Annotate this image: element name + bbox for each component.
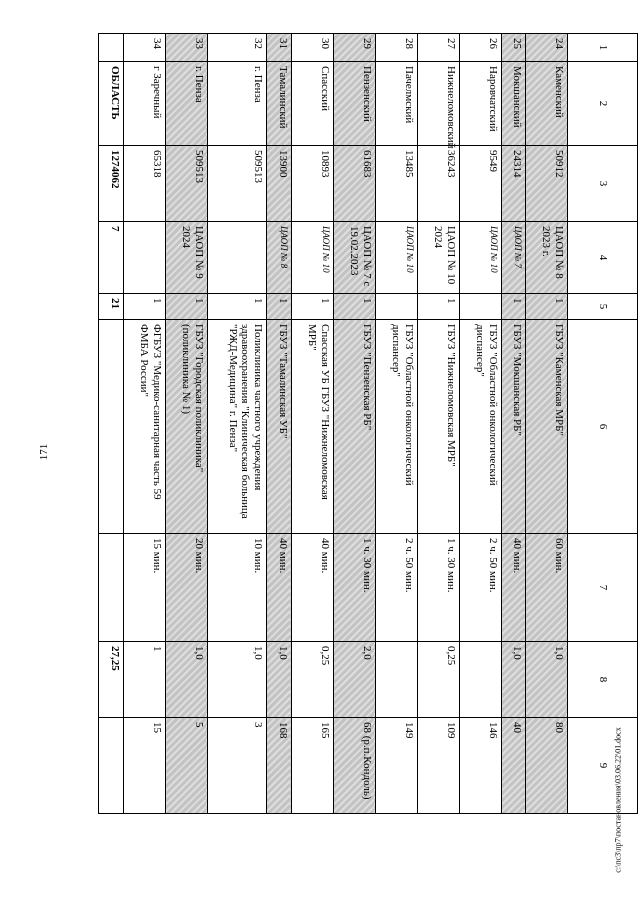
cell-row-number: 29 <box>333 34 375 62</box>
cell-organization: ГБУЗ "Пензенская РБ" <box>333 320 375 534</box>
cell-travel-time: 40 мин. <box>267 534 291 642</box>
cell-district: Тамалинский <box>267 62 291 146</box>
cell-col9: 165 <box>291 718 333 814</box>
cell-population: 65318 <box>123 146 165 222</box>
cell-col8: 0,25 <box>417 642 459 718</box>
column-number: 9 <box>568 718 638 814</box>
table-row <box>165 34 207 814</box>
cell-col8: 1,0 <box>165 642 207 718</box>
table-row <box>267 34 291 814</box>
cell-caop: ЦАОП № 7 с 19.02.2023 <box>333 222 375 294</box>
cell-col5 <box>375 294 417 320</box>
total-col8: 27,25 <box>99 642 124 718</box>
table-row <box>291 34 333 814</box>
cell-col5: 1 <box>207 294 267 320</box>
cell-travel-time: 10 мин. <box>207 534 267 642</box>
table-row <box>417 34 459 814</box>
cell-col8: 1,0 <box>526 642 568 718</box>
cell-col9: 146 <box>459 718 501 814</box>
cell-col9: 80 <box>526 718 568 814</box>
column-number: 4 <box>568 222 638 294</box>
cell-travel-time: 20 мин. <box>165 534 207 642</box>
cell-col5 <box>459 294 501 320</box>
total-col5: 21 <box>99 294 124 320</box>
cell-district: Пачелмский <box>375 62 417 146</box>
cell-population: 61683 <box>333 146 375 222</box>
table-row <box>375 34 417 814</box>
cell-col8: 2,0 <box>333 642 375 718</box>
cell-travel-time: 15 мин. <box>123 534 165 642</box>
cell-travel-time: 1 ч. 30 мин. <box>333 534 375 642</box>
table-row <box>526 34 568 814</box>
cell-col9: 68 (р.п.Кондоль) <box>333 718 375 814</box>
cell-organization: Поликлиника частного учреждения здравоохранения "Клиническая больница "РЖД-Медицина" г. Пенза" <box>207 320 267 534</box>
cell-row-number: 32 <box>207 34 267 62</box>
cell-district: г. Пенза <box>165 62 207 146</box>
column-number: 8 <box>568 642 638 718</box>
cell-col8: 1 <box>123 642 165 718</box>
cell-population: 24314 <box>501 146 525 222</box>
cell-row-number: 26 <box>459 34 501 62</box>
cell-organization: ГБУЗ "Тамалинская УБ" <box>267 320 291 534</box>
total-caop: 7 <box>99 222 124 294</box>
cell-population: 36243 <box>417 146 459 222</box>
cell-col5: 1 <box>417 294 459 320</box>
cell-empty <box>99 534 124 642</box>
cell-col5: 1 <box>165 294 207 320</box>
cell-row-number: 30 <box>291 34 333 62</box>
cell-row-number: 24 <box>526 34 568 62</box>
cell-col9: 3 <box>207 718 267 814</box>
cell-population: 9549 <box>459 146 501 222</box>
cell-district: г Заречный <box>123 62 165 146</box>
cell-col8 <box>375 642 417 718</box>
cell-col8: 1,0 <box>207 642 267 718</box>
cell-organization: ГБУЗ "Каменская МРБ" <box>526 320 568 534</box>
cell-organization: Спасская УБ ГБУЗ "Нижнеломовская МРБ" <box>291 320 333 534</box>
cell-row-number: 28 <box>375 34 417 62</box>
cell-col9: 168 <box>267 718 291 814</box>
cell-col5: 1 <box>291 294 333 320</box>
cell-row-number: 27 <box>417 34 459 62</box>
cell-district: Спасский <box>291 62 333 146</box>
cell-organization: ФГБУЗ "Медико-санитарная часть 59 ФМБА России" <box>123 320 165 534</box>
cell-caop: ЦАОП № 8 <box>267 222 291 294</box>
column-number: 5 <box>568 294 638 320</box>
header-row <box>568 34 638 814</box>
cell-population: 50912 <box>526 146 568 222</box>
page-number: 171 <box>38 443 50 461</box>
cell-caop <box>207 222 267 294</box>
cell-col5: 1 <box>267 294 291 320</box>
cell-row-number: 34 <box>123 34 165 62</box>
cell-col9: 40 <box>501 718 525 814</box>
cell-row-number: 33 <box>165 34 207 62</box>
cell-col5: 1 <box>526 294 568 320</box>
cell-caop: ЦАОП № 10 <box>459 222 501 294</box>
cell-col5: 1 <box>333 294 375 320</box>
table-row <box>459 34 501 814</box>
cell-travel-time: 40 мин. <box>501 534 525 642</box>
cell-col8: 1,0 <box>267 642 291 718</box>
cell-col9: 109 <box>417 718 459 814</box>
cell-caop: ЦАОП № 7 <box>501 222 525 294</box>
cell-travel-time: 2 ч. 50 мин. <box>459 534 501 642</box>
cell-district: Мокшанский <box>501 62 525 146</box>
cell-col8 <box>459 642 501 718</box>
column-number: 1 <box>568 34 638 62</box>
cell-population: 509513 <box>165 146 207 222</box>
cell-district: Пензенский <box>333 62 375 146</box>
cell-population: 10893 <box>291 146 333 222</box>
cell-row-number: 31 <box>267 34 291 62</box>
cell-caop: ЦАОП № 10 <box>375 222 417 294</box>
cell-population: 13485 <box>375 146 417 222</box>
cell-travel-time: 1 ч. 30 мин. <box>417 534 459 642</box>
cell-row-number <box>99 34 124 62</box>
cell-district: Наровчатский <box>459 62 501 146</box>
cell-organization: ГБУЗ "Городская поликлиника" (поликлиника № 1) <box>165 320 207 534</box>
cell-organization: ГБУЗ "Областной онкологический диспансер" <box>459 320 501 534</box>
cell-empty <box>99 320 124 534</box>
cell-caop <box>123 222 165 294</box>
table-container <box>98 33 638 813</box>
total-row <box>99 34 124 814</box>
cell-col8: 1,0 <box>501 642 525 718</box>
cell-row-number: 25 <box>501 34 525 62</box>
table-row <box>123 34 165 814</box>
cell-organization: ГБУЗ "Областной онкологический диспансер" <box>375 320 417 534</box>
cell-organization: ГБУЗ "Нижнеломовская МРБ" <box>417 320 459 534</box>
total-label: ОБЛАСТЬ <box>99 62 124 146</box>
cell-population: 509513 <box>207 146 267 222</box>
column-number: 7 <box>568 534 638 642</box>
cell-organization: ГБУЗ "Мокшанская РБ" <box>501 320 525 534</box>
cell-col5: 1 <box>123 294 165 320</box>
total-population: 1274062 <box>99 146 124 222</box>
table-row <box>501 34 525 814</box>
cell-col9: 15 <box>123 718 165 814</box>
cell-col9: 149 <box>375 718 417 814</box>
cell-travel-time: 40 мин. <box>291 534 333 642</box>
column-number: 2 <box>568 62 638 146</box>
cell-caop: ЦАОП № 10 2024 <box>417 222 459 294</box>
data-table <box>98 33 638 814</box>
cell-caop: ЦАОП № 10 <box>291 222 333 294</box>
cell-col8: 0,25 <box>291 642 333 718</box>
cell-caop: ЦАОП № 8 2023 г. <box>526 222 568 294</box>
column-number: 6 <box>568 320 638 534</box>
cell-district: Нижнеломовский <box>417 62 459 146</box>
cell-caop: ЦАОП № 9 2024 <box>165 222 207 294</box>
cell-travel-time: 2 ч. 50 мин. <box>375 534 417 642</box>
cell-district: г. Пенза <box>207 62 267 146</box>
footer-file-path: c:\пс3\пр7\постановления\03.06.22\01.docx <box>613 727 623 873</box>
column-number: 3 <box>568 146 638 222</box>
cell-empty <box>99 718 124 814</box>
cell-district: Каменский <box>526 62 568 146</box>
table-row <box>207 34 267 814</box>
cell-col5: 1 <box>501 294 525 320</box>
cell-travel-time: 60 мин. <box>526 534 568 642</box>
cell-col9: 5 <box>165 718 207 814</box>
table-row <box>333 34 375 814</box>
cell-population: 13900 <box>267 146 291 222</box>
